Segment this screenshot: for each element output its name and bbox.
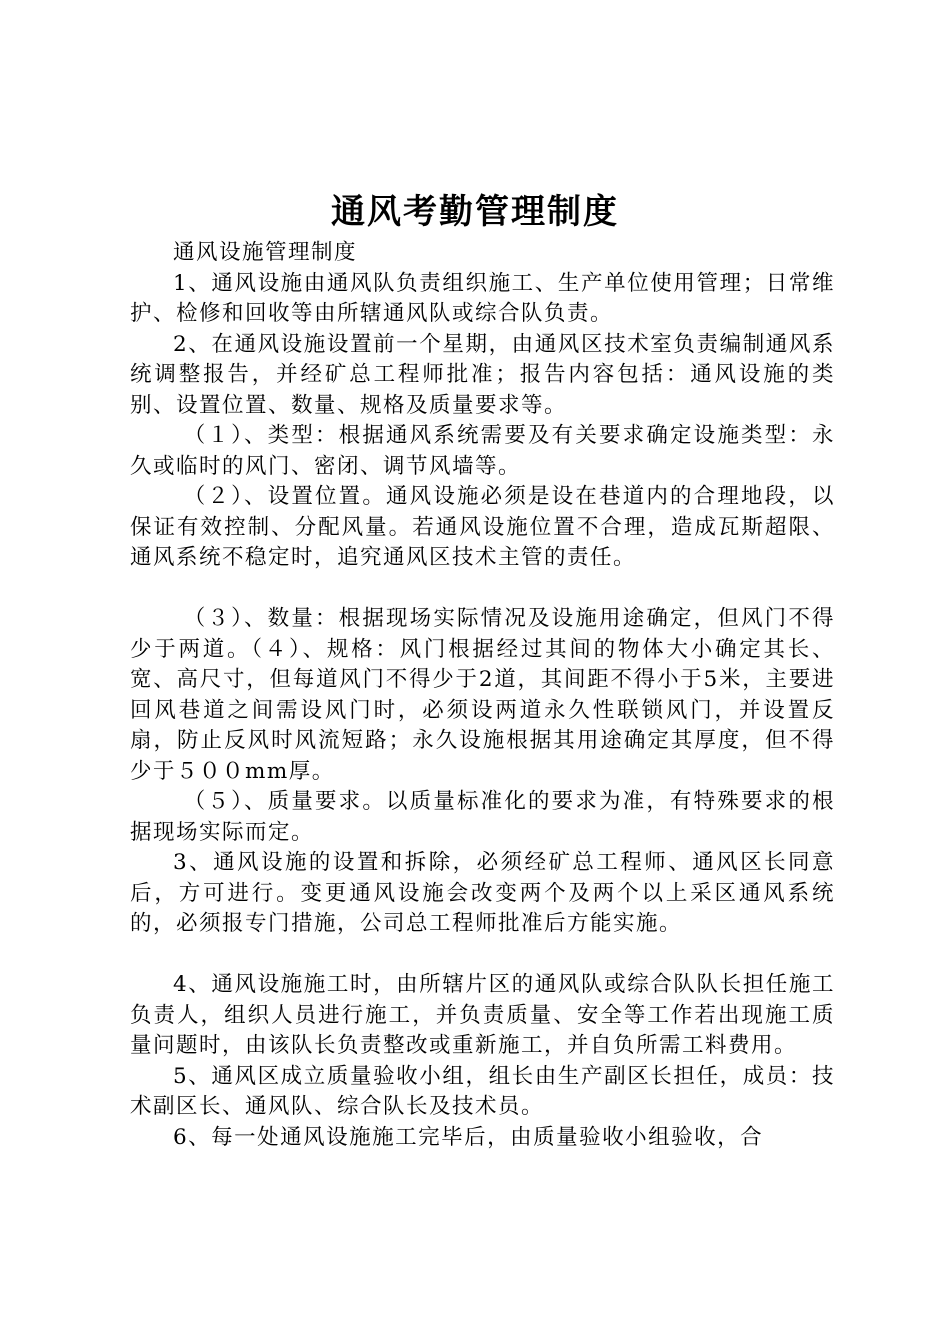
paragraph-sub-3-4: （３）、数量：根据现场实际情况及设施用途确定，但风门不得少于两道。（４）、规格：风门根据经过其间的物体大小确定其长、宽、高尺寸，但每道风门不得少于2道，其间距不得小于5米，主要进回风巷道之间需设风门时，必须设两道永久性联锁风门，并设置反扇，防止反风时风流短路；永久设施根据其用途确定其厚度，但不得少于５００mm厚。 <box>130 606 835 784</box>
document-body <box>130 238 835 1153</box>
paragraph-sub-5: （５）、质量要求。以质量标准化的要求为准，有特殊要求的根据现场实际而定。 <box>130 789 835 845</box>
paragraph-sub-1: （１）、类型：根据通风系统需要及有关要求确定设施类型：永久或临时的风门、密闭、调节风墙等。 <box>130 423 835 479</box>
paragraph-item-2: 2、在通风设施设置前一个星期，由通风区技术室负责编制通风系统调整报告，并经矿总工程师批准；报告内容包括：通风设施的类别、设置位置、数量、规格及质量要求等。 <box>130 331 835 418</box>
paragraph-item-5: 5、通风区成立质量验收小组，组长由生产副区长担任，成员：技术副区长、通风队、综合队长及技术员。 <box>130 1063 835 1119</box>
paragraph-item-4: 4、通风设施施工时，由所辖片区的通风队或综合队队长担任施工负责人，组织人员进行施工，并负责质量、安全等工作若出现施工质量问题时，由该队长负责整改或重新施工，并自负所需工料费用。 <box>130 972 835 1058</box>
document-title: 通风考勤管理制度 <box>331 192 619 232</box>
paragraph-item-3: 3、通风设施的设置和拆除，必须经矿总工程师、通风区长同意后，方可进行。变更通风设施会改变两个及两个以上采区通风系统的，必须报专门措施，公司总工程师批准后方能实施。 <box>130 850 835 936</box>
section-heading: 通风设施管理制度 <box>173 240 358 265</box>
paragraph-item-1: 1、通风设施由通风队负责组织施工、生产单位使用管理；日常维护、检修和回收等由所辖通风队或综合队负责。 <box>130 270 835 326</box>
paragraph-sub-2: （２）、设置位置。通风设施必须是设在巷道内的合理地段，以保证有效控制、分配风量。若通风设施位置不合理，造成瓦斯超限、通风系统不稳定时，追究通风区技术主管的责任。 <box>130 484 835 570</box>
paragraph-item-6: 6、每一处通风设施施工完毕后，由质量验收小组验收，合 <box>173 1124 764 1150</box>
